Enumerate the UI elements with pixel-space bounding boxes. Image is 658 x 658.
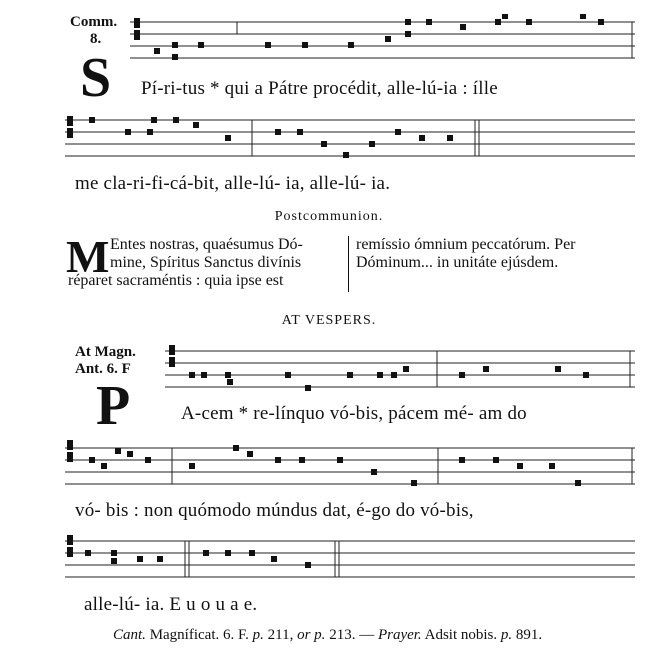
vespers-title: AT VESPERS. bbox=[281, 313, 377, 328]
vespers-lyrics-1: A-cem * re-línquo vó-bis, pácem mé- am do bbox=[181, 403, 527, 424]
postcommunion-line1: Entes nostras, quaésumus Dó- bbox=[110, 236, 303, 253]
footer-page-label-1: p. bbox=[252, 627, 264, 643]
communion-initial: S bbox=[80, 47, 112, 109]
vespers-lyrics-3: alle-lú- ia. E u o u a e. bbox=[84, 594, 258, 615]
communion-lyrics-2: me cla-ri-fi-cá-bit, alle-lú- ia, alle-lú- ia. bbox=[75, 173, 391, 194]
footer-page-1: 211, bbox=[267, 627, 294, 643]
vespers-lyrics-2: vó- bis : non quómodo múndus dat, é-go do vó-bis, bbox=[75, 500, 474, 521]
communion-mode: 8. bbox=[90, 31, 102, 47]
footer-or-label: or p. bbox=[297, 627, 326, 643]
footer-prayer-text: Adsit nobis. bbox=[424, 627, 498, 643]
postcommunion-initial: M bbox=[66, 231, 110, 282]
postcommunion-title: Postcommunion. bbox=[274, 209, 384, 224]
footer-line bbox=[113, 627, 542, 644]
communion-label: Comm. bbox=[70, 14, 118, 30]
footer-page-label-3: p. bbox=[500, 627, 513, 643]
footer-page-2: 213. — bbox=[329, 627, 375, 643]
staff-vespers-1 bbox=[165, 343, 635, 395]
staff-vespers-3 bbox=[65, 533, 635, 585]
postcommunion-col2-line1: remíssio ómnium peccatórum. Per bbox=[356, 236, 576, 253]
vespers-initial: P bbox=[96, 375, 131, 437]
communion-lyrics-1: Pí-ri-tus * qui a Pátre procédit, alle-lú-ia : ílle bbox=[141, 78, 498, 99]
staff-communion-1 bbox=[130, 14, 635, 64]
magnificat-label: At Magn. bbox=[75, 344, 136, 360]
footer-page-3: 891. bbox=[515, 627, 543, 643]
staff-communion-2 bbox=[65, 112, 635, 164]
footer-cant-label: Cant. bbox=[113, 627, 146, 643]
footer-cant-text: Magníficat. 6. F. bbox=[149, 627, 249, 643]
column-divider bbox=[348, 236, 349, 292]
antiphon-mode: Ant. 6. F bbox=[75, 361, 131, 377]
postcommunion-line2: mine, Spíritus Sanctus divínis bbox=[110, 254, 302, 271]
postcommunion-line3: réparet sacraméntis : quia ipse est bbox=[68, 272, 284, 289]
footer-prayer-label: Prayer. bbox=[377, 627, 422, 643]
postcommunion-col2-line2: Dóminum... in unitáte ejúsdem. bbox=[356, 254, 559, 271]
staff-vespers-2 bbox=[65, 440, 635, 496]
